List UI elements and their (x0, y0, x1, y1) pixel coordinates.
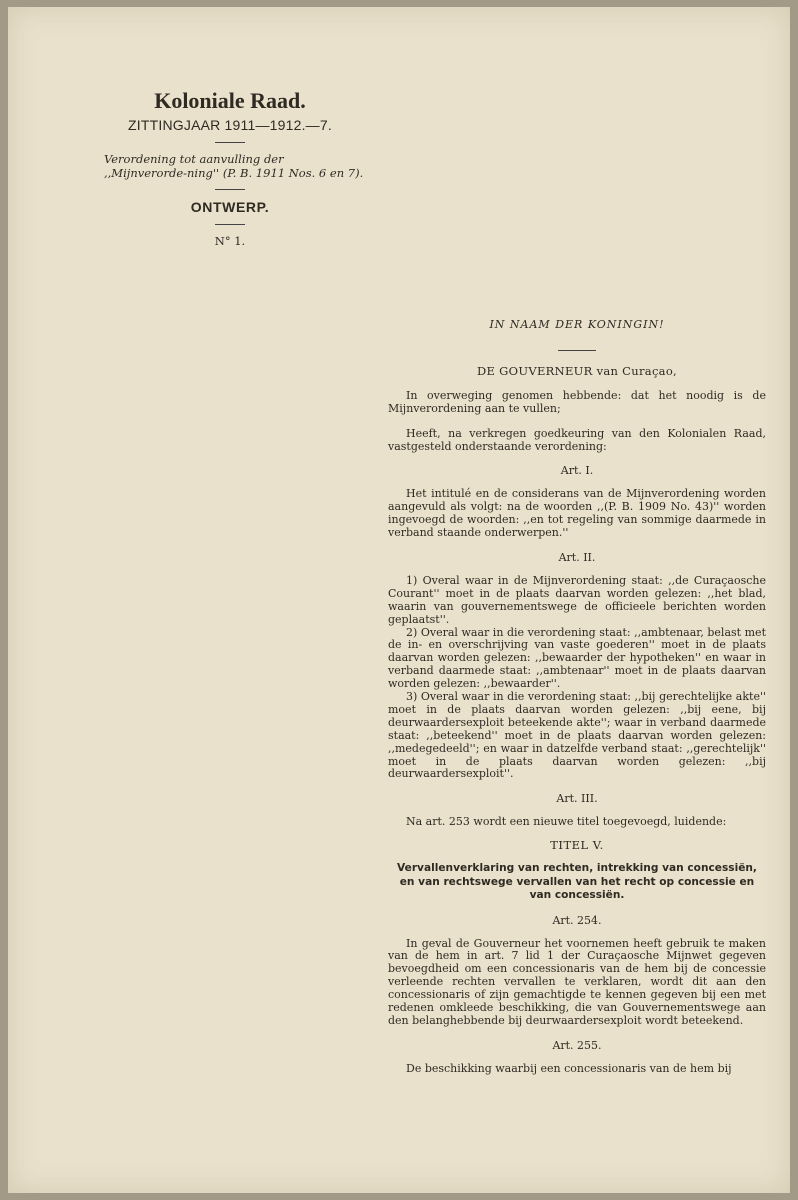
title-heading: TITEL V. (550, 838, 604, 853)
divider (558, 350, 596, 351)
article-heading: Art. III. (556, 792, 598, 806)
draft-label: ONTWERP. (190, 199, 270, 215)
article-heading: Art. 255. (552, 1038, 602, 1052)
ordinance-body (388, 319, 766, 1076)
session-label: ZITTINGJAAR 1911—1912.—7. (128, 117, 332, 133)
article-paragraph: 1) Overal waar in de Mijnverordening staat: ,,de Curaçaosche Courant'' moet in de plaats daarvan worden gelezen: ,,het blad, waarin van gouvernementswege de officieele berichten worden geplaatst''. (388, 573, 766, 626)
article-paragraph: Na art. 253 wordt een nieuwe titel toegevoegd, luidende: (406, 815, 727, 829)
article-paragraph: Het intitulé en de considerans van de Mijnverordening worden aangevuld als volgt: na de woorden ,,(P. B. 1909 No. 43)'' worden ingevoegd de woorden: ,,en tot regeling van sommige daarmede in verband staande onderwerpen.'' (388, 487, 766, 540)
enacted-paragraph: Heeft, na verkregen goedkeuring van den Kolonialen Raad, vastgesteld onderstaande verordening: (388, 426, 766, 453)
article-paragraph: 2) Overal waar in die verordening staat: ,,ambtenaar, belast met de in- en overschrijving van vaste goederen'' moet in de plaats daarvan worden gelezen: ,,bewaarder der hypotheken'' en waar in verband daarmede staat: ,,ambtenaar'' moet in de plaats daarvan worden gelezen: ,,bewaarder''. (388, 625, 766, 691)
header-block (94, 87, 366, 248)
document-page (8, 7, 790, 1193)
title-name: Vervallenverklaring van rechten, intrekking van concessiën, en van rechtswege vervallen van het recht op concessie en van concessiën. (397, 862, 757, 902)
article-paragraph: De beschikking waarbij een concessionaris van de hem bij (406, 1061, 732, 1075)
article-heading: Art. II. (558, 550, 596, 564)
document-number: N° 1. (214, 234, 246, 248)
article-paragraph: In geval de Gouverneur het voornemen heeft gebruik te maken van de hem in art. 7 lid 1 der Curaçaosche Mijnwet gegeven bevoegdheid om een concessionaris van de hem bij de concessie verleende rechten vervallen te verklaren, wordt dit aan den concessionaris of zijn gemachtigde te kennen gegeven bij een met redenen omkleede beschikking, die van Gouvernementswege aan den belanghebbende bij deurwaardersexploit wordt beteekend. (388, 936, 766, 1027)
article-paragraph: 3) Overal waar in die verordening staat: ,,bij gerechtelijke akte'' moet in de plaats daarvan worden gelezen: ,,bij eene, bij deurwaardersexploit beteekende akte''; waar in verband daarmede staat: ,,beteekend'' moet in de plaats daarvan worden gelezen: ,,medegedeeld''; en waar in datzelfde verband staat: ,,gerechtelijk'' moet in de plaats daarvan worden gelezen: ,,bij deurwaardersexploit''. (388, 690, 766, 781)
invocation: IN NAAM DER KONINGIN! (489, 318, 665, 331)
divider (215, 224, 245, 225)
divider (215, 142, 245, 143)
issuer: DE GOUVERNEUR van Curaçao, (476, 363, 678, 378)
divider (215, 189, 245, 190)
page-title: Koloniale Raad. (154, 88, 306, 113)
ordinance-subtitle: Verordening tot aanvulling der ,,Mijnverorde-ning'' (P. B. 1911 Nos. 6 en 7). (104, 152, 364, 180)
considering-paragraph: In overweging genomen hebbende: dat het noodig is de Mijnverordening aan te vullen; (388, 388, 766, 415)
article-heading: Art. I. (560, 464, 594, 478)
article-heading: Art. 254. (552, 913, 602, 927)
